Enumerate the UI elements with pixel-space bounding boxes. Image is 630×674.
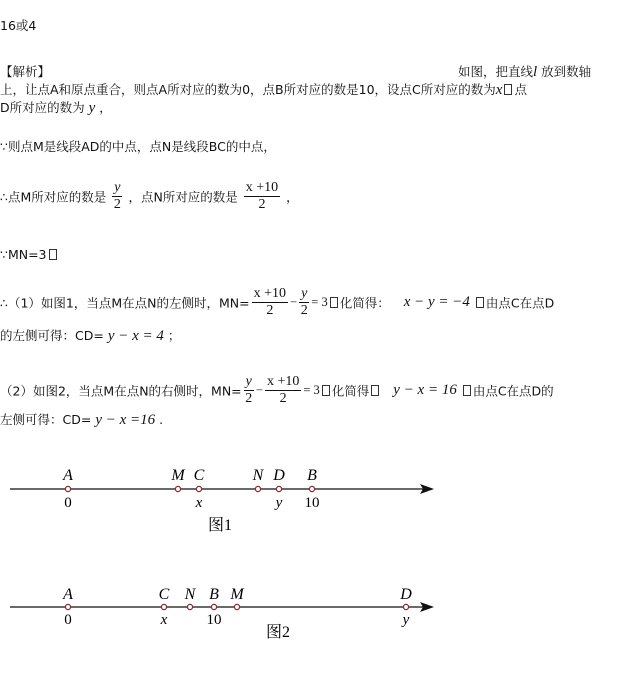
case2-simplify: 化简得	[331, 383, 370, 399]
point-value-D: y	[275, 495, 283, 511]
point-label-B: B	[307, 467, 317, 484]
midpoint-line: ∵则点M是线段AD的中点，点N是线段BC的中点，	[0, 139, 276, 154]
mn-given	[0, 247, 59, 262]
intro-line3	[0, 98, 112, 117]
intro-line3-end: ，	[99, 100, 112, 115]
case1-fraction1	[252, 286, 288, 319]
point-label-A: A	[63, 467, 73, 484]
case1-result: x − y = −4	[403, 294, 470, 310]
case2-fraction1	[244, 374, 254, 407]
point-value-C: x	[160, 612, 168, 628]
missing-glyph-box	[463, 385, 471, 396]
point-value-B: 10	[206, 612, 222, 628]
var-y: y	[88, 100, 96, 116]
case1-cd-suffix: ；	[167, 328, 181, 343]
var-x: x	[495, 82, 503, 98]
analysis-label: 【解析】	[0, 64, 51, 79]
point-label-M: M	[171, 467, 185, 484]
point-marker-C	[196, 486, 201, 491]
point-marker-D	[403, 604, 408, 609]
point-marker-C	[161, 604, 166, 609]
figure1-number-line	[0, 455, 630, 545]
case1-line1	[0, 286, 554, 319]
point-label-M: M	[230, 586, 244, 603]
mn-given-text: ∵MN=3	[0, 247, 47, 262]
case2-fraction2	[265, 374, 301, 407]
figure1-caption: 图1	[208, 517, 233, 534]
missing-glyph-box	[504, 84, 512, 95]
fraction-x-plus-10-over-2	[244, 180, 280, 213]
missing-glyph-box	[322, 385, 330, 396]
var-l: l	[533, 64, 538, 80]
fraction-numerator: y	[114, 180, 121, 195]
case1-fraction2	[299, 286, 309, 319]
intro-line3-text: D所对应的数为	[0, 100, 85, 115]
point-label-D: D	[273, 467, 285, 484]
case1-line2	[0, 326, 180, 345]
point-label-N: N	[184, 586, 196, 603]
case2-prefix: （2）如图2，当点M在点N的右侧时，MN=	[0, 383, 242, 399]
point-marker-A	[65, 604, 70, 609]
fraction-denominator: 2	[245, 391, 253, 406]
point-label-A: A	[63, 586, 73, 603]
fraction-denominator: 2	[258, 197, 266, 212]
m-value-suffix: ，	[286, 189, 299, 205]
case1-cd-result: y − x = 4	[107, 328, 164, 344]
minus-sign: −	[255, 383, 263, 397]
point-value-D: y	[402, 612, 410, 628]
intro-right-text: 如图，把直线	[458, 64, 534, 79]
case1-condition: 由点C在点D	[485, 295, 555, 311]
case2-cd-result: y − x =16	[95, 412, 156, 428]
case2-line1	[0, 374, 554, 407]
fraction-denominator: 2	[113, 197, 121, 212]
case2-cd-prefix: 左侧可得：CD=	[0, 412, 92, 427]
intro-line2-text: 上，让点A和原点重合，则点A所对应的数为0，点B所对应的数是10，设点C所对应的数为	[0, 82, 496, 97]
missing-glyph-box	[330, 297, 338, 308]
point-label-N: N	[252, 467, 264, 484]
fraction-numerator: x +10	[253, 286, 287, 301]
answer-text: 16或4	[0, 18, 37, 33]
point-marker-N	[187, 604, 192, 609]
figure2-number-line	[0, 575, 630, 670]
fraction-numerator: x +10	[266, 374, 300, 389]
point-marker-B	[211, 604, 216, 609]
intro-line2-end: 点	[514, 82, 527, 97]
point-marker-M	[175, 486, 180, 491]
fraction-y-over-2	[112, 180, 122, 213]
fraction-numerator: x +10	[245, 180, 279, 195]
point-label-B: B	[209, 586, 219, 603]
point-marker-D	[276, 486, 281, 491]
fraction-denominator: 2	[300, 303, 308, 318]
figure2-caption: 图2	[266, 624, 291, 641]
intro-right-text2: 放到数轴	[541, 64, 592, 79]
case2-condition: 由点C在点D的	[472, 383, 554, 399]
n-value-prefix: ，点N所对应的数是	[128, 189, 238, 205]
case1-cd-prefix: 的左侧可得：CD=	[0, 328, 104, 343]
fraction-denominator: 2	[279, 391, 287, 406]
fraction-numerator: y	[301, 286, 308, 301]
point-value-A: 0	[64, 612, 72, 628]
intro-right	[458, 62, 591, 81]
case2-result: y − x = 16	[393, 382, 457, 398]
missing-glyph-box	[371, 385, 379, 396]
fraction-numerator: y	[245, 374, 252, 389]
m-value-prefix: ∴点M所对应的数是	[0, 189, 107, 205]
minus-sign: −	[290, 295, 298, 309]
point-value-A: 0	[64, 495, 72, 511]
point-value-B: 10	[304, 495, 320, 511]
point-label-C: C	[158, 586, 170, 603]
equals-3: = 3	[311, 295, 328, 309]
point-label-C: C	[193, 467, 205, 484]
case1-simplify: 化简得：	[339, 295, 390, 311]
point-marker-N	[255, 486, 260, 491]
case1-prefix: ∴（1）如图1，当点M在点N的左侧时，MN=	[0, 295, 250, 311]
point-marker-A	[65, 486, 70, 491]
intro-line2	[0, 80, 527, 99]
missing-glyph-box	[476, 297, 484, 308]
m-n-values	[0, 180, 299, 213]
point-value-C: x	[195, 495, 203, 511]
fraction-denominator: 2	[266, 303, 274, 318]
point-marker-M	[234, 604, 239, 609]
missing-glyph-box	[49, 249, 57, 260]
point-label-D: D	[400, 586, 412, 603]
equals-3: = 3	[303, 383, 320, 397]
point-marker-B	[309, 486, 314, 491]
case2-line2	[0, 410, 163, 429]
case2-cd-suffix: .	[159, 412, 164, 427]
